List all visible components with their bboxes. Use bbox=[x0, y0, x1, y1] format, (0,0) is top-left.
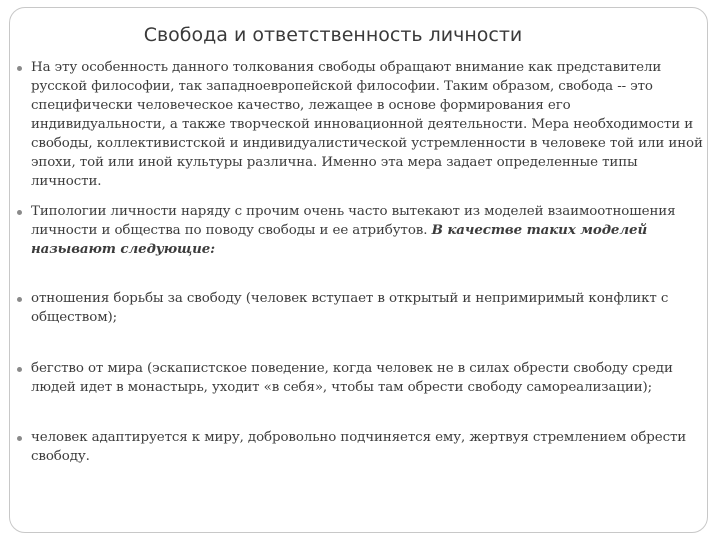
bullet-text bbox=[31, 202, 703, 259]
bullet-marker-icon bbox=[17, 297, 22, 302]
bullet-text-plain: Типологии личности наряду с прочим очень часто вытекают из моделей взаимоотношения личности и общества по поводу свободы и ее атрибутов. bbox=[31, 204, 676, 238]
slide-title: Свобода и ответственность личности bbox=[143, 24, 523, 46]
bullet-marker-icon bbox=[17, 367, 22, 372]
bullet-text: бегство от мира (эскапистское поведение, когда человек не в силах обрести свободу среди людей идет в монастырь, уходит «в себя», чтобы там обрести свободу самореализации); bbox=[31, 361, 673, 395]
bullet-marker-icon bbox=[17, 210, 22, 215]
bullet-text: человек адаптируется к миру, добровольно подчиняется ему, жертвуя стремлением обрести свободу. bbox=[31, 430, 687, 464]
bullet-marker-icon bbox=[17, 66, 22, 71]
bullet-marker-icon bbox=[17, 436, 22, 441]
bullet-text: отношения борьбы за свободу (человек вступает в открытый и непримиримый конфликт с обществом); bbox=[31, 291, 669, 325]
bullet-text-emphasis: В качестве таких моделей называют следующие: bbox=[31, 222, 648, 257]
bullet-text: На эту особенность данного толкования свободы обращают внимание как представители русской философии, так западноевропейской философии. Таким образом, свобода -- это специфически человеческое качество, лежащее в основе формирования его индивидуальности, а также творческой инновационной деятельности. Мера необходимости и свободы, коллективистской и индивидуалистической устремленности в человеке той или иной эпохи, той или иной культуры различна. Именно эта мера задает определенные типы личности. bbox=[31, 60, 703, 189]
